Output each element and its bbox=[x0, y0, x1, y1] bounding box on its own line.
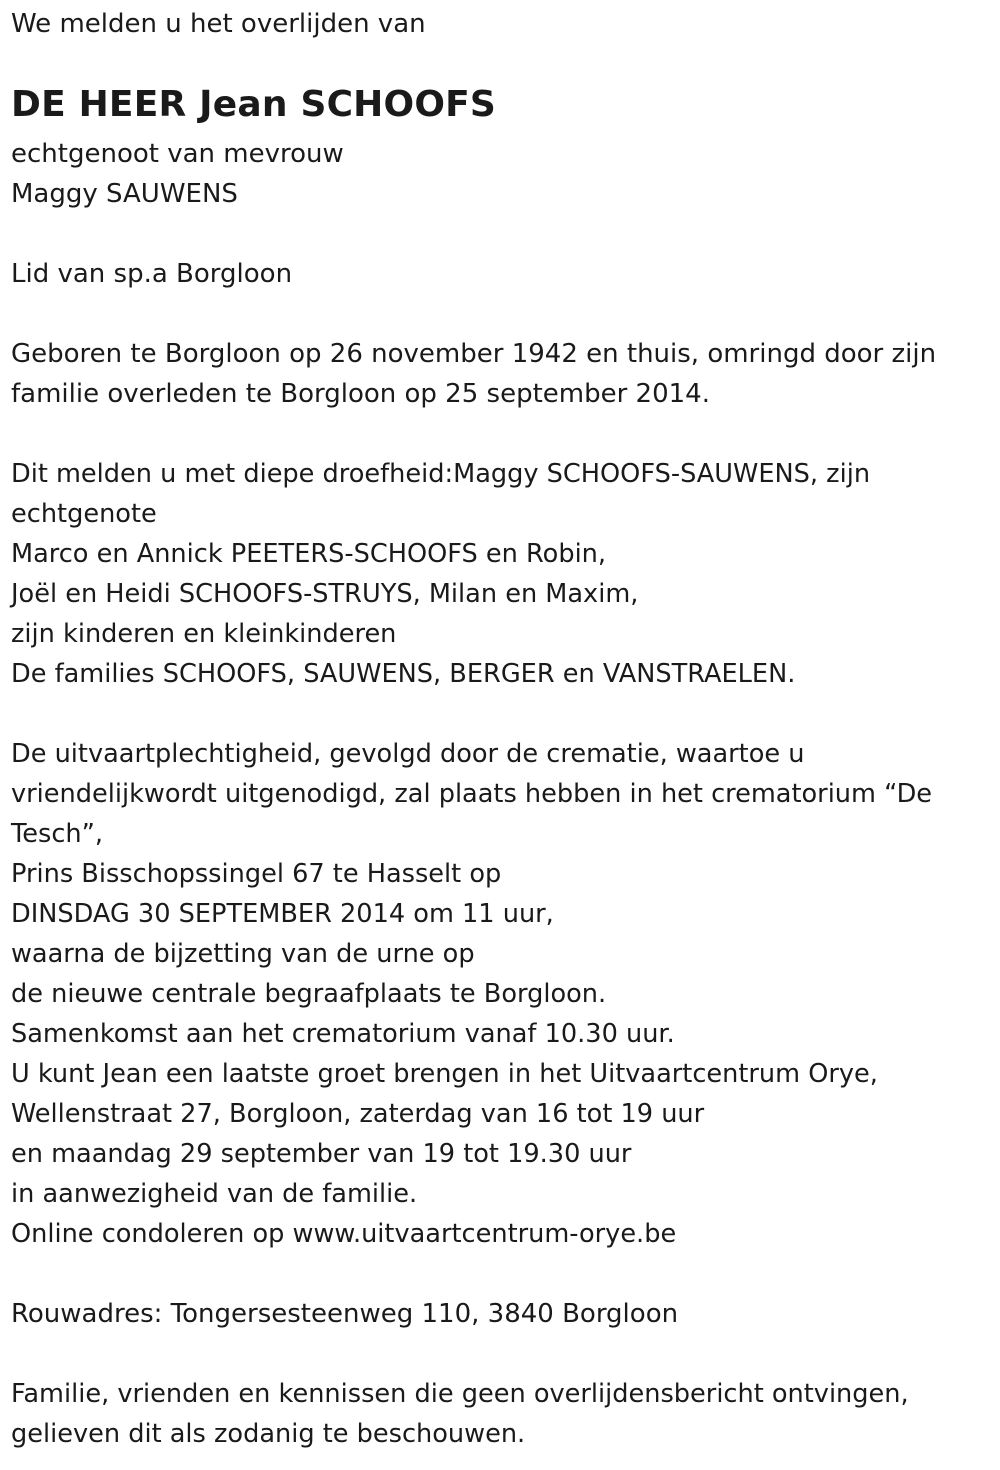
membership-block bbox=[11, 254, 292, 294]
funeral-line: waarna de bijzetting van de urne op bbox=[11, 939, 475, 969]
spouse-block bbox=[11, 134, 344, 214]
family-line: echtgenote bbox=[11, 499, 157, 529]
closing-block bbox=[11, 1374, 909, 1454]
funeral-line: Wellenstraat 27, Borgloon, zaterdag van 16 tot 19 uur bbox=[11, 1099, 705, 1129]
funeral-line: in aanwezigheid van de familie. bbox=[11, 1179, 418, 1209]
funeral-line: DINSDAG 30 SEPTEMBER 2014 om 11 uur, bbox=[11, 899, 554, 929]
funeral-line: Samenkomst aan het crematorium vanaf 10.30 uur. bbox=[11, 1019, 675, 1049]
funeral-line: en maandag 29 september van 19 tot 19.30 uur bbox=[11, 1139, 632, 1169]
funeral-line: Tesch”, bbox=[11, 819, 104, 849]
funeral-line: vriendelijkwordt uitgenodigd, zal plaats hebben in het crematorium “De bbox=[11, 779, 933, 809]
membership-text: Lid van sp.a Borgloon bbox=[11, 259, 293, 289]
family-line: Dit melden u met diepe droefheid:Maggy SCHOOFS-SAUWENS, zijn bbox=[11, 459, 871, 489]
family-line: Marco en Annick PEETERS-SCHOOFS en Robin, bbox=[11, 539, 607, 569]
funeral-line: U kunt Jean een laatste groet brengen in het Uitvaartcentrum Orye, bbox=[11, 1059, 878, 1089]
family-line: De families SCHOOFS, SAUWENS, BERGER en VANSTRAELEN. bbox=[11, 659, 796, 689]
family-block bbox=[11, 454, 870, 694]
funeral-block bbox=[11, 734, 932, 1254]
funeral-line: de nieuwe centrale begraafplaats te Borgloon. bbox=[11, 979, 607, 1009]
family-line: zijn kinderen en kleinkinderen bbox=[11, 619, 397, 649]
closing-line: gelieven dit als zodanig te beschouwen. bbox=[11, 1419, 526, 1449]
deceased-name: DE HEER Jean SCHOOFS bbox=[11, 84, 497, 125]
spouse-name: Maggy SAUWENS bbox=[11, 179, 238, 209]
closing-line: Familie, vrienden en kennissen die geen overlijdensbericht ontvingen, bbox=[11, 1379, 909, 1409]
condolence-link: Online condoleren op www.uitvaartcentrum-orye.be bbox=[11, 1219, 677, 1249]
birth-death-line: familie overleden te Borgloon op 25 september 2014. bbox=[11, 379, 710, 409]
intro-text: We melden u het overlijden van bbox=[11, 9, 426, 39]
birth-death-line: Geboren te Borgloon op 26 november 1942 en thuis, omringd door zijn bbox=[11, 339, 937, 369]
funeral-line: De uitvaartplechtigheid, gevolgd door de crematie, waartoe u bbox=[11, 739, 805, 769]
funeral-line: Prins Bisschopssingel 67 te Hasselt op bbox=[11, 859, 502, 889]
birth-death-block bbox=[11, 334, 936, 414]
mourning-address-block bbox=[11, 1294, 678, 1334]
family-line: Joël en Heidi SCHOOFS-STRUYS, Milan en Maxim, bbox=[11, 579, 639, 609]
spouse-line: echtgenoot van mevrouw bbox=[11, 139, 344, 169]
mourning-address: Rouwadres: Tongersesteenweg 110, 3840 Borgloon bbox=[11, 1299, 679, 1329]
